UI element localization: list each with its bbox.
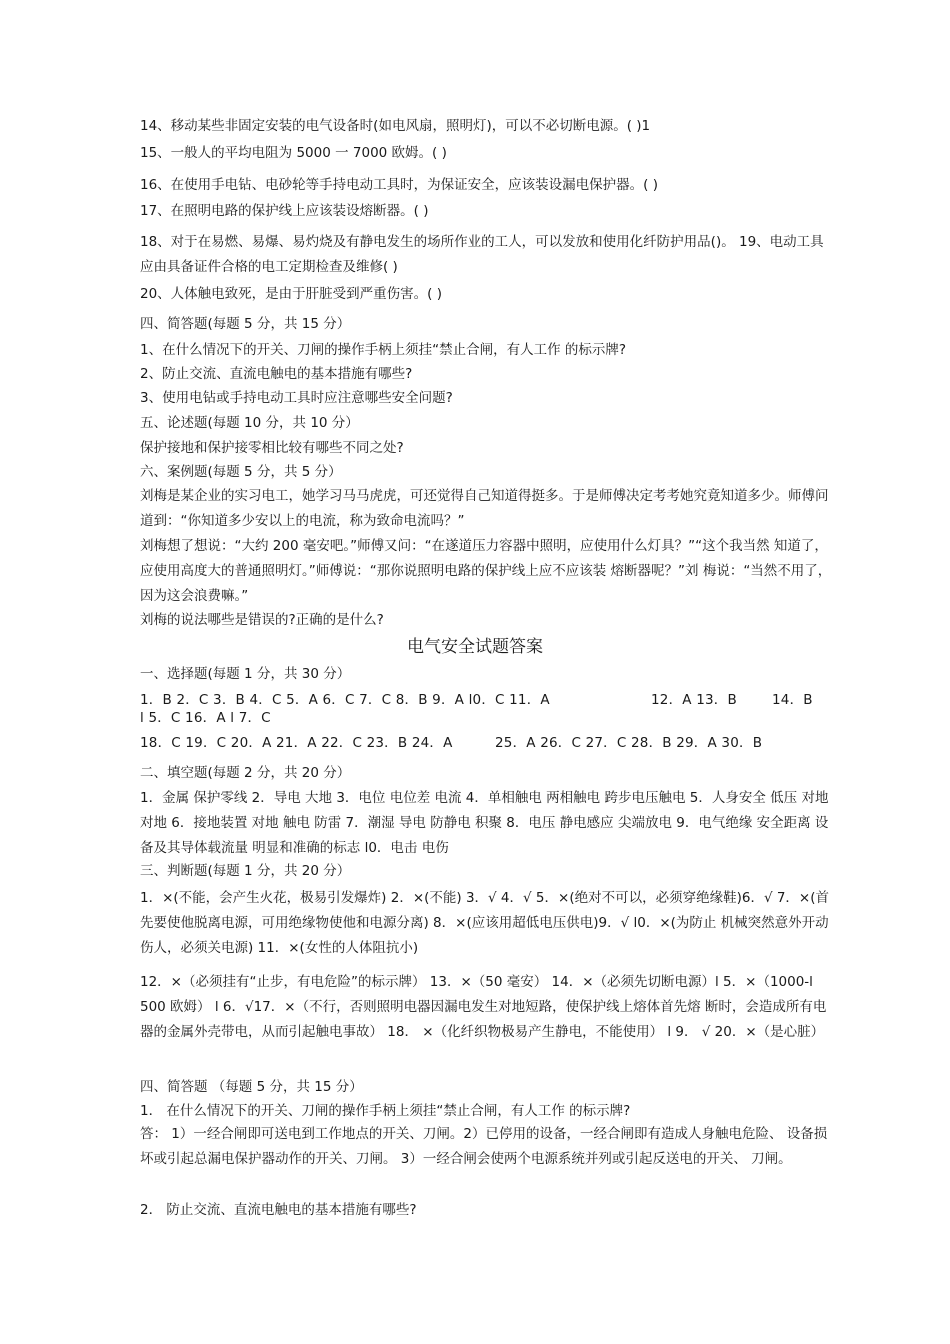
answers-choice-18-24: 18．C 19．C 20．A 21．A 22．C 23．B 24．A [140, 735, 453, 751]
answers-section-4-header: 四、简答题 （每题 5 分，共 15 分） [140, 1079, 363, 1095]
question-16: 16、在使用手电钻、电砂轮等手持电动工具时，为保证安全，应该装设漏电保护器。( ) [140, 177, 659, 193]
question-18-19: 18、对于在易燃、易爆、易灼烧及有静电发生的场所作业的工人，可以发放和使用化纤防护用品()。 19、电动工具应由具备证件合格的电工定期检查及维修( ) [140, 234, 824, 275]
answers-section-3-header: 三、判断题(每题 1 分，共 20 分） [140, 863, 351, 879]
section-6-paragraph-2: 刘梅想了想说：“大约 200 毫安吧。”师傅又问：“在遂道压力容器中照明，应使用什么灯具？”“这个我当然 知道了，应使用高度大的普通照明灯。”师傅说：“那你说照明电路的保护线上应不应该装 熔断器呢？”刘 梅说：“当然不用了，因为这会浪费嘛。” [140, 538, 832, 604]
section-4-question-2: 2、防止交流、直流电触电的基本措施有哪些? [140, 366, 413, 382]
answers-choice-12-13: 12．A 13．B [651, 692, 737, 708]
section-4-question-3: 3、使用电钻或手持电动工具时应注意哪些安全问题? [140, 390, 453, 406]
answers-choice-25-30: 25．A 26．C 27．C 28．B 29．A 30．B [495, 735, 763, 751]
answers-section-2-header: 二、填空题(每题 2 分，共 20 分） [140, 765, 351, 781]
answers-title: 电气安全试题答案 [407, 637, 543, 657]
answers-short-answer-1: 答： 1）一经合闸即可送电到工作地点的开关、刀闸。2）已停用的设备，一经合闸即有造成人身触电危险、 设备损坏或引起总漏电保护器动作的开关、刀闸。 3）一经合闸会使两个电源系统并列或引起反送电的开关、 刀闸。 [140, 1126, 828, 1167]
answers-short-question-1: 1． 在什么情况下的开关、刀闸的操作手柄上须挂“禁止合闸，有人工作 的标示牌? [140, 1103, 631, 1119]
section-4-question-1: 1、在什么情况下的开关、刀闸的操作手柄上须挂“禁止合闸，有人工作 的标示牌? [140, 342, 627, 358]
answers-choice-line-1 [140, 690, 832, 710]
section-5-question: 保护接地和保护接零相比较有哪些不同之处? [140, 440, 404, 456]
answers-choice-1-11: 1．B 2．C 3．B 4．C 5．A 6．C 7．C 8．B 9．A l0．C 11．A [140, 692, 550, 708]
answers-judgement-body-2: 12．×（必须挂有“止步，有电危险”的标示牌） 13．×（50 毫安） 14．×（必须先切断电源）l 5．×（1000-l 500 欧姆） l 6．√17．×（不行，否则照明电器因漏电发生对地短路，使保护线上熔体首先熔 断时，会造成所有电器的金属外壳带电，从而引起触电事故） 18． ×（化纤织物极易产生静电，不能使用） l 9． √ 20．×（是心脏） [140, 974, 827, 1040]
question-14: 14、移动某些非固定安装的电气设备时(如电风扇，照明灯)，可以不必切断电源。( )1 [140, 118, 651, 134]
answers-short-question-2: 2． 防止交流、直流电触电的基本措施有哪些? [140, 1202, 417, 1218]
question-15: 15、一般人的平均电阻为 5000 一 7000 欧姆。( ) [140, 145, 447, 161]
section-6-header: 六、案例题(每题 5 分，共 5 分） [140, 464, 342, 480]
answers-section-1-header: 一、选择题(每题 1 分，共 30 分） [140, 666, 351, 682]
section-4-header: 四、简答题(每题 5 分，共 15 分） [140, 316, 351, 332]
answers-choice-line-3 [140, 733, 832, 753]
question-17: 17、在照明电路的保护线上应该装设熔断器。( ) [140, 203, 429, 219]
section-6-paragraph-1: 刘梅是某企业的实习电工，她学习马马虎虎，可还觉得自己知道得挺多。于是师傅决定考考她究竟知道多少。师傅问道到：“你知道多少安以上的电流，称为致命电流吗？” [140, 488, 829, 529]
answers-choice-line-2: l 5．C 16．A l 7．C [140, 710, 271, 726]
section-5-header: 五、论述题(每题 10 分，共 10 分） [140, 415, 359, 431]
answers-judgement-body-1: 1．×(不能，会产生火花，极易引发爆炸) 2．×(不能) 3．√ 4．√ 5．×(绝对不可以，必须穿绝缘鞋)6．√ 7．×(首先要使他脱离电源，可用绝缘物使他和电源分离) 8．×(应该用超低电压供电)9．√ l0．×(为防止 机械突然意外开动伤人，必须关电源) 11．×(女性的人体阻抗小) [140, 890, 829, 956]
answers-choice-14: 14．B [772, 692, 813, 708]
question-20: 20、人体触电致死，是由于肝脏受到严重伤害。( ) [140, 286, 443, 302]
section-6-question: 刘梅的说法哪些是错误的?正确的是什么? [140, 612, 384, 628]
answers-fill-in-body: 1．金属 保护零线 2．导电 大地 3．电位 电位差 电流 4．单相触电 两相触电 跨步电压触电 5．人身安全 低压 对地 对地 6．接地装置 对地 触电 防雷 7．潮湿 导电 防静电 积聚 8．电压 静电感应 尖端放电 9．电气绝缘 安全距离 设备及其导体载流量 明显和准确的标志 l0．电击 电伤 [140, 790, 829, 856]
